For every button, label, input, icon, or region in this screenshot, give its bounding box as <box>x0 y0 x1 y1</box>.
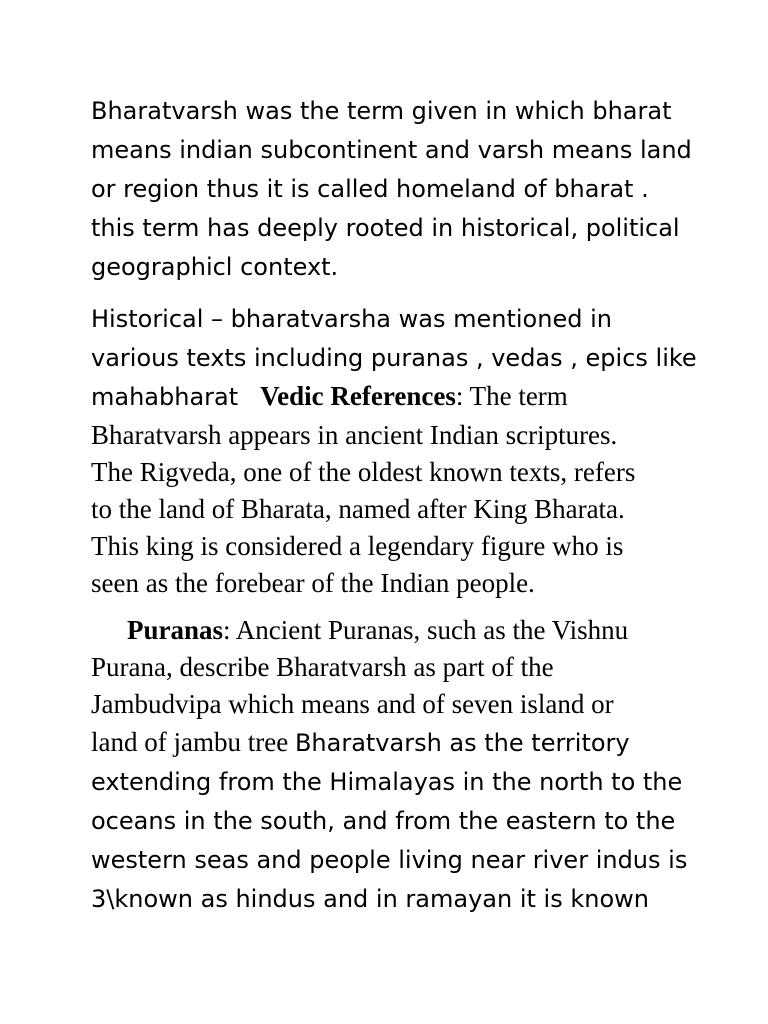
text-line: western seas and people living near river indus is <box>91 846 688 874</box>
text-fragment: : The term <box>455 381 568 411</box>
text-line: or region thus it is called homeland of bharat . <box>91 175 649 203</box>
text-line: Bharatvarsh appears in ancient Indian scriptures. <box>91 420 618 450</box>
text-line: This king is considered a legendary figure who is <box>91 531 624 561</box>
text-line: The Rigveda, one of the oldest known texts, refers <box>91 457 636 487</box>
text-line: 3\known as hindus and in ramayan it is known <box>91 885 649 913</box>
paragraph-historical <box>91 300 697 602</box>
text-line-mixed <box>91 378 691 417</box>
text-fragment: : Ancient Puranas, such as the Vishnu <box>223 615 629 645</box>
text-line: this term has deeply rooted in historical, political <box>91 214 680 242</box>
text-line-mixed <box>91 723 691 763</box>
text-fragment: land of jambu tree <box>91 727 295 757</box>
puranas-heading: Puranas <box>127 615 224 645</box>
text-line: seen as the forebear of the Indian people. <box>91 568 535 598</box>
text-fragment: mahabharat <box>91 383 239 411</box>
text-line: various texts including puranas , vedas , epics like <box>91 344 697 372</box>
paragraph-intro <box>91 92 691 287</box>
text-line: Purana, describe Bharatvarsh as part of the <box>91 652 554 682</box>
text-fragment: Bharatvarsh as the territory <box>294 729 630 757</box>
text-line: means indian subcontinent and varsh means land <box>91 136 692 164</box>
text-line: to the land of Bharata, named after King Bharata. <box>91 494 625 524</box>
text-line: Bharatvarsh was the term given in which bharat <box>91 97 672 125</box>
text-line: geographicl context. <box>91 253 339 281</box>
vedic-references-heading: Vedic References <box>260 381 456 411</box>
text-line-mixed <box>91 612 691 649</box>
text-line: oceans in the south, and from the eastern to the <box>91 807 676 835</box>
text-line: extending from the Himalayas in the north to the <box>91 768 683 796</box>
paragraph-puranas <box>91 612 691 919</box>
text-line: Historical – bharatvarsha was mentioned in <box>91 305 612 333</box>
text-line: Jambudvipa which means and of seven island or <box>91 689 614 719</box>
